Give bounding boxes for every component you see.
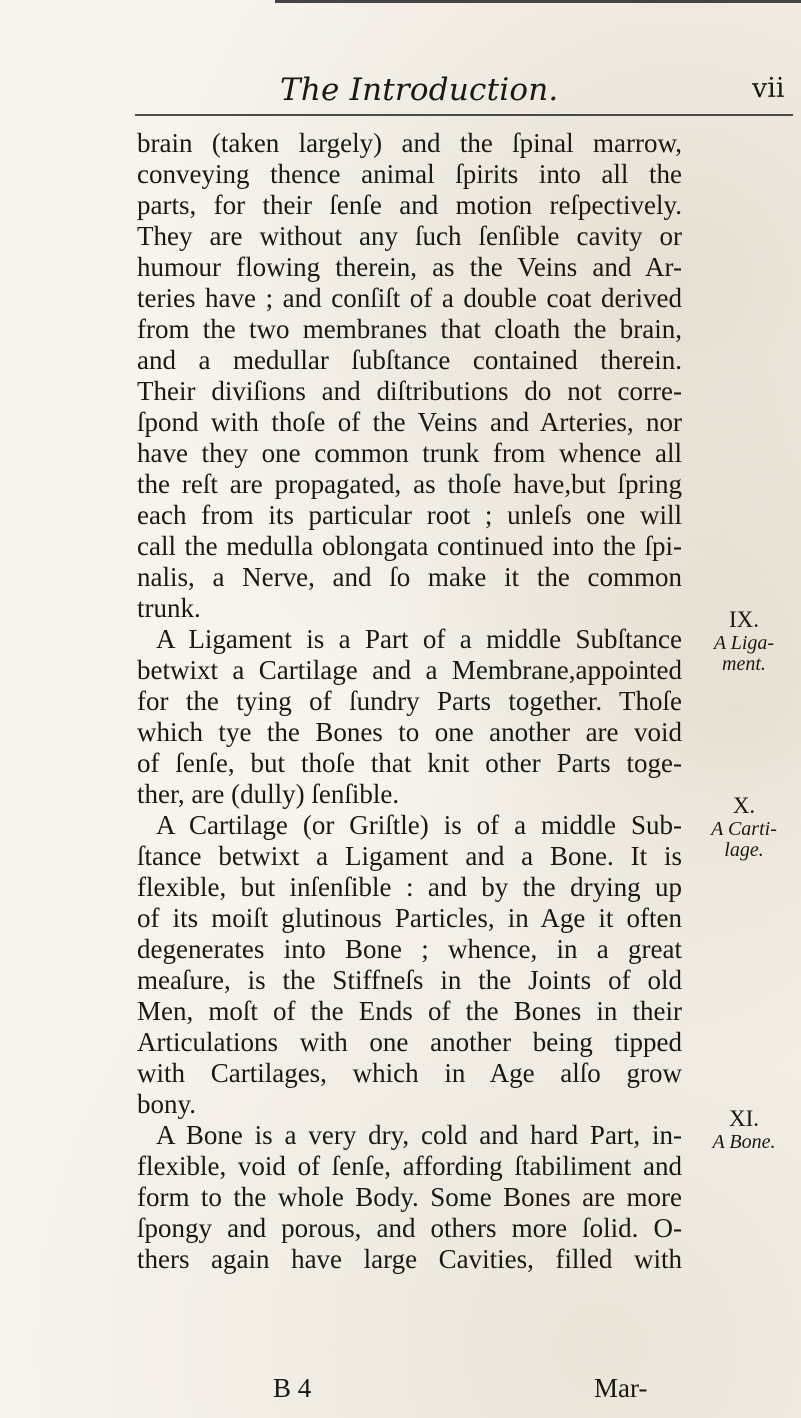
page-number: vii xyxy=(752,73,785,104)
margin-note-number: XI. xyxy=(728,1106,760,1131)
text-line: humour flowing therein, as the Veins and Ar- xyxy=(137,252,682,282)
text-line: betwixt a Cartilage and a Membrane,appointed xyxy=(137,655,682,685)
text-line: A Cartilage (or Griſtle) is of a middle Sub- xyxy=(156,810,682,840)
text-line: ſpond with thoſe of the Veins and Arteries, nor xyxy=(137,407,682,437)
text-line: which tye the Bones to one another are void xyxy=(137,717,682,747)
text-line: A Bone is a very dry, cold and hard Part, in- xyxy=(156,1120,682,1150)
text-line: call the medulla oblongata continued into the ſpi- xyxy=(137,531,682,561)
margin-note-title: A Bone. xyxy=(712,1131,776,1153)
margin-note-bone xyxy=(690,1105,798,1153)
text-line: for the tying of ſundry Parts together. Thoſe xyxy=(137,686,682,716)
text-line: flexible, but inſenſible : and by the drying up xyxy=(137,872,682,902)
text-line: and a medullar ſubſtance contained therein. xyxy=(137,345,682,375)
text-line: degenerates into Bone ; whence, in a great xyxy=(137,934,682,964)
text-line: Men, moſt of the Ends of the Bones in their xyxy=(137,996,682,1026)
running-head: The Introduction. xyxy=(280,72,559,108)
text-line: ſpongy and porous, and others more ſolid. O- xyxy=(137,1213,682,1243)
margin-note-ligament xyxy=(690,606,798,675)
text-line: form to the whole Body. Some Bones are more xyxy=(137,1182,682,1212)
text-line: thers again have large Cavities, filled with xyxy=(137,1244,682,1274)
text-line: teries have ; and conſiſt of a double coat derived xyxy=(137,283,682,313)
text-line: Their diviſions and diſtributions do not corre- xyxy=(137,376,682,406)
text-line: ſtance betwixt a Ligament and a Bone. It is xyxy=(137,841,682,871)
text-line: parts, for their ſenſe and motion reſpectively. xyxy=(137,190,682,220)
text-line: with Cartilages, which in Age alſo grow xyxy=(137,1058,682,1088)
text-line: They are without any ſuch ſenſible cavity or xyxy=(137,221,682,251)
text-line: flexible, void of ſenſe, affording ſtabiliment and xyxy=(137,1151,682,1181)
catchword: Mar- xyxy=(594,1373,648,1403)
text-line: of its moiſt glutinous Particles, in Age it often xyxy=(137,903,682,933)
margin-note-number: X. xyxy=(732,793,756,818)
text-line: conveying thence animal ſpirits into all the xyxy=(137,159,682,189)
signature-mark: B 4 xyxy=(273,1373,312,1403)
text-line: nalis, a Nerve, and ſo make it the common xyxy=(137,562,682,592)
text-line: trunk. xyxy=(137,593,201,623)
margin-note-cartilage xyxy=(690,792,798,861)
text-line: brain (taken largely) and the ſpinal marrow, xyxy=(137,128,682,158)
header-rule xyxy=(135,114,793,116)
text-line: of ſenſe, but thoſe that knit other Parts toge- xyxy=(137,748,682,778)
top-border-rule xyxy=(275,0,801,3)
margin-note-title: A Liga- ment. xyxy=(713,632,775,675)
text-line: bony. xyxy=(137,1089,196,1119)
text-line: A Ligament is a Part of a middle Subſtance xyxy=(156,624,682,654)
margin-note-number: IX. xyxy=(728,607,760,632)
margin-note-title: A Carti- lage. xyxy=(711,818,777,861)
text-line: the reſt are propagated, as thoſe have,but ſpring xyxy=(137,469,682,499)
text-line: ther, are (dully) ſenſible. xyxy=(137,779,400,809)
text-line: Articulations with one another being tipped xyxy=(137,1027,682,1057)
text-line: meaſure, is the Stiffneſs in the Joints of old xyxy=(137,965,682,995)
text-line: each from its particular root ; unleſs one will xyxy=(137,500,682,530)
text-line: have they one common trunk from whence all xyxy=(137,438,682,468)
text-line: from the two membranes that cloath the brain, xyxy=(137,314,682,344)
